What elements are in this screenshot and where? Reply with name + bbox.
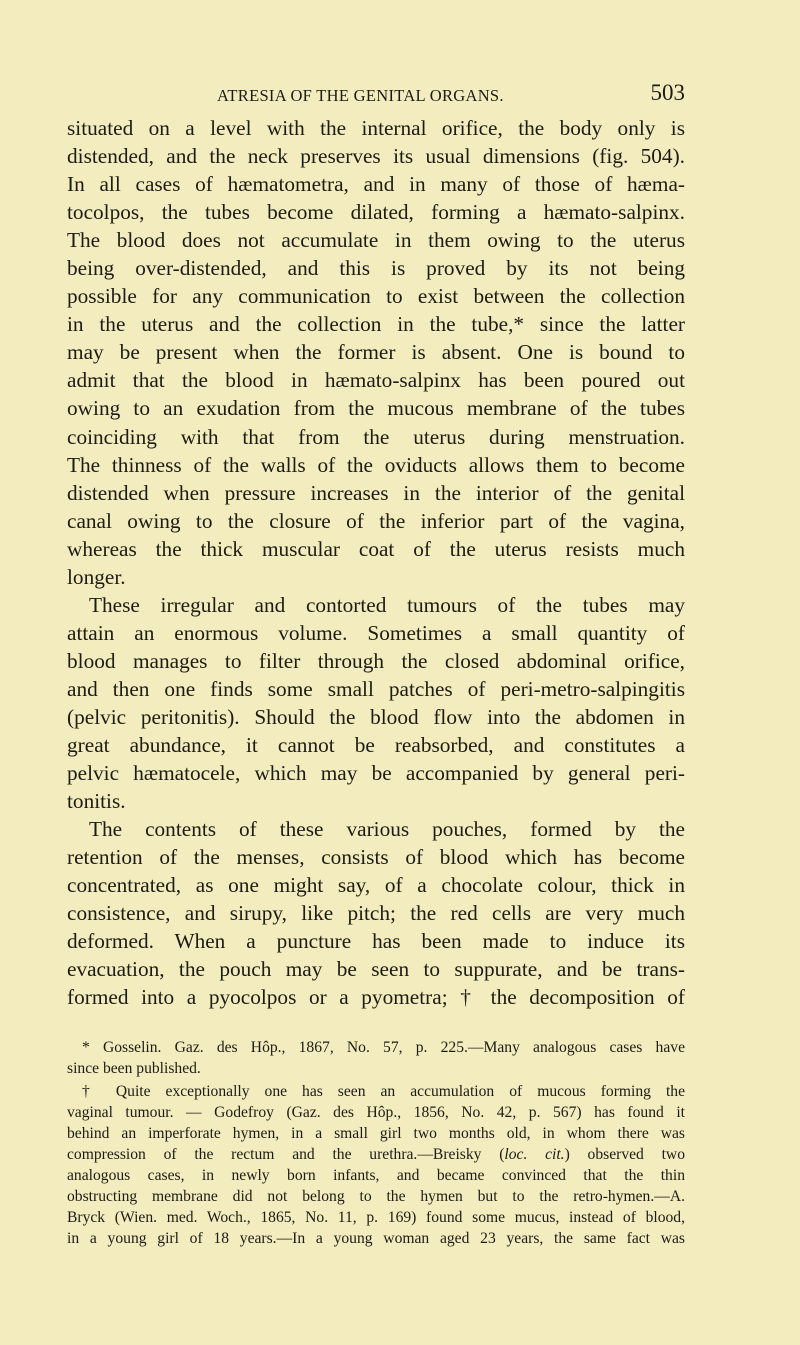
text-line: distended, and the neck preserves its usual dimensions (fig. 504). (67, 144, 685, 169)
text-line: consistence, and sirupy, like pitch; the red cells are very much (67, 901, 685, 926)
text-line: and then one finds some small patches of peri-metro-salpingitis (67, 676, 685, 701)
footnote-text: since been published. (67, 1060, 201, 1077)
body-text (67, 114, 685, 1012)
text-line: deformed. When a puncture has been made to induce its (67, 929, 685, 954)
text-line: These irregular and contorted tumours of the tubes may (89, 592, 685, 617)
text-line: The contents of these various pouches, formed by the (89, 817, 685, 842)
page-number: 503 (650, 80, 685, 105)
text-line: may be present when the former is absent. One is bound to (67, 340, 685, 365)
footnote-italic: loc. cit. (504, 1146, 565, 1163)
text-line: (pelvic peritonitis). Should the blood flow into the abdomen in (67, 704, 685, 729)
footnote-line (67, 1081, 685, 1102)
footnote-text: ) observed two (564, 1146, 685, 1163)
text-line: owing to an exudation from the mucous membrane of the tubes (67, 396, 685, 421)
text-line: longer. (67, 564, 126, 589)
page-header (67, 80, 685, 110)
footnote-line (67, 1186, 685, 1207)
text-line: In all cases of hæmatometra, and in many of those of hæma- (67, 172, 685, 197)
footnote-text: in a young girl of 18 years.—In a young woman aged 23 years, the same fact was (67, 1230, 685, 1247)
text-line: admit that the blood in hæmato-salpinx has been poured out (67, 368, 685, 393)
footnote-line (67, 1207, 685, 1228)
text-line: The thinness of the walls of the oviducts allows them to become (67, 452, 685, 477)
text-line: distended when pressure increases in the interior of the genital (67, 480, 685, 505)
footnote-line (67, 1102, 685, 1123)
text-line: tonitis. (67, 789, 126, 814)
footnote-text: compression of the rectum and the urethra.—Breisky ( (67, 1146, 505, 1163)
text-line: great abundance, it cannot be reabsorbed, and constitutes a (67, 733, 685, 758)
text-line: evacuation, the pouch may be seen to suppurate, and be trans- (67, 957, 685, 982)
text-line: coinciding with that from the uterus during menstruation. (67, 424, 685, 449)
footnote-text: † Quite exceptionally one has seen an accumulation of mucous forming the (82, 1083, 685, 1100)
footnote-text: behind an imperforate hymen, in a small girl two months old, in whom there was (67, 1125, 685, 1142)
text-line: concentrated, as one might say, of a chocolate colour, thick in (67, 873, 685, 898)
footnote-text: Bryck (Wien. med. Woch., 1865, No. 11, p. 169) found some mucus, instead of blood, (67, 1209, 685, 1226)
text-line: formed into a pyocolpos or a pyometra; † the decomposition of (67, 985, 685, 1010)
footnote-text: vaginal tumour. — Godefroy (Gaz. des Hôp., 1856, No. 42, p. 567) has found it (67, 1104, 685, 1121)
text-line: possible for any communication to exist between the collection (67, 284, 685, 309)
footnote-text: analogous cases, in newly born infants, and became convinced that the thin (67, 1167, 685, 1184)
text-line: being over-distended, and this is proved by its not being (67, 256, 685, 281)
footnote-line (67, 1144, 685, 1165)
text-line: The blood does not accumulate in them owing to the uterus (67, 228, 685, 253)
text-line: blood manages to filter through the closed abdominal orifice, (67, 648, 685, 673)
footnote-line (67, 1228, 685, 1249)
text-line: in the uterus and the collection in the tube,* since the latter (67, 312, 685, 337)
text-line: whereas the thick muscular coat of the uterus resists much (67, 536, 685, 561)
text-line: situated on a level with the internal orifice, the body only is (67, 116, 685, 140)
footnote-line (67, 1165, 685, 1186)
footnote-line (67, 1058, 685, 1079)
text-line: tocolpos, the tubes become dilated, forming a hæmato-salpinx. (67, 200, 685, 225)
footnote-line (67, 1123, 685, 1144)
footnote-line (67, 1037, 685, 1058)
footnote-text: * Gosselin. Gaz. des Hôp., 1867, No. 57, p. 225.—Many analogous cases have (82, 1039, 685, 1056)
text-line: pelvic hæmatocele, which may be accompanied by general peri- (67, 761, 685, 786)
footnotes (67, 1037, 685, 1249)
running-title: ATRESIA OF THE GENITAL ORGANS. (217, 86, 504, 105)
footnote-text: obstructing membrane did not belong to the hymen but to the retro-hymen.—A. (67, 1188, 685, 1205)
text-line: canal owing to the closure of the inferior part of the vagina, (67, 508, 685, 533)
text-line: attain an enormous volume. Sometimes a small quantity of (67, 620, 685, 645)
text-line: retention of the menses, consists of blood which has become (67, 845, 685, 870)
